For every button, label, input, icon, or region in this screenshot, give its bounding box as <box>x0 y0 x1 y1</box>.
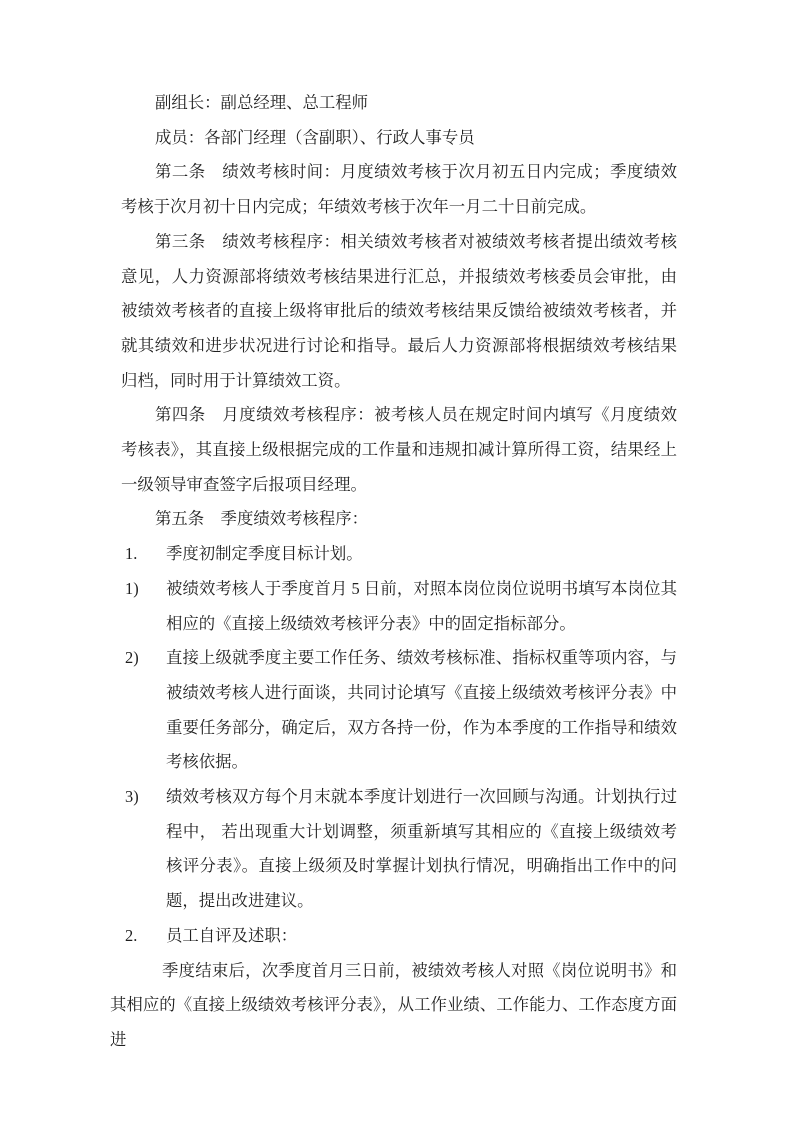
list-item <box>121 572 677 641</box>
list-item-marker: 2) <box>125 648 139 668</box>
list-item-marker: 1) <box>125 578 139 598</box>
list-item-marker: 3) <box>125 787 139 807</box>
list-item <box>121 641 677 780</box>
paragraph-article-5: 第五条 季度绩效考核程序： <box>155 509 369 529</box>
list-item-text: 直接上级就季度主要工作任务、绩效考核标准、指标权重等项内容，与被绩效考核人进行面谈，共同讨论填写《直接上级绩效考核评分表》中重要任务部分，确定后，双方各持一份，作为本季度的工作指导和绩效考核依据。 <box>166 648 677 772</box>
paragraph-article-4: 第四条 月度绩效考核程序：被考核人员在规定时间内填写《月度绩效考核表》，其直接上级根据完成的工作量和违规扣减计算所得工资，结果经上一级领导审查签字后报项目经理。 <box>121 405 677 494</box>
list-item-marker: 1. <box>125 544 138 564</box>
list-item-text: 被绩效考核人于季度首月 5 日前，对照本岗位岗位说明书填写本岗位其相应的《直接上级绩效考核评分表》中的固定指标部分。 <box>166 578 677 633</box>
document-body <box>110 86 677 1058</box>
list-item-text: 员工自评及述职： <box>166 925 298 945</box>
list-item-text: 季度初制定季度目标计划。 <box>166 544 363 564</box>
list-item <box>121 780 677 919</box>
paragraph-quarter-end: 季度结束后，次季度首月三日前，被绩效考核人对照《岗位说明书》和其相应的《直接上级绩效考核评分表》，从工作业绩、工作能力、工作态度方面进 <box>110 960 677 1049</box>
list-item-text: 绩效考核双方每个月末就本季度计划进行一次回顾与沟通。计划执行过程中， 若出现重大计划调整，须重新填写其相应的《直接上级绩效考核评分表》。直接上级须及时掌握计划执行情况，明确指出工作中的问题，提出改进建议。 <box>166 787 677 911</box>
list-item <box>121 537 677 572</box>
paragraph-article-3: 第三条 绩效考核程序：相关绩效考核者对被绩效考核者提出绩效考核意见，人力资源部将绩效考核结果进行汇总，并报绩效考核委员会审批，由被绩效考核者的直接上级将审批后的绩效考核结果反馈给被绩效考核者，并就其绩效和进步状况进行讨论和指导。最后人力资源部将根据绩效考核结果归档，同时用于计算绩效工资。 <box>121 231 677 390</box>
list-item <box>121 919 677 954</box>
list-item-marker: 2. <box>125 925 138 945</box>
paragraph-article-2: 第二条 绩效考核时间：月度绩效考核于次月初五日内完成；季度绩效考核于次月初十日内完成；年绩效考核于次年一月二十日前完成。 <box>121 162 677 217</box>
paragraph-members: 成员：各部门经理（含副职）、行政人事专员 <box>155 127 475 147</box>
paragraph-deputy-leader: 副组长：副总经理、总工程师 <box>155 93 369 112</box>
